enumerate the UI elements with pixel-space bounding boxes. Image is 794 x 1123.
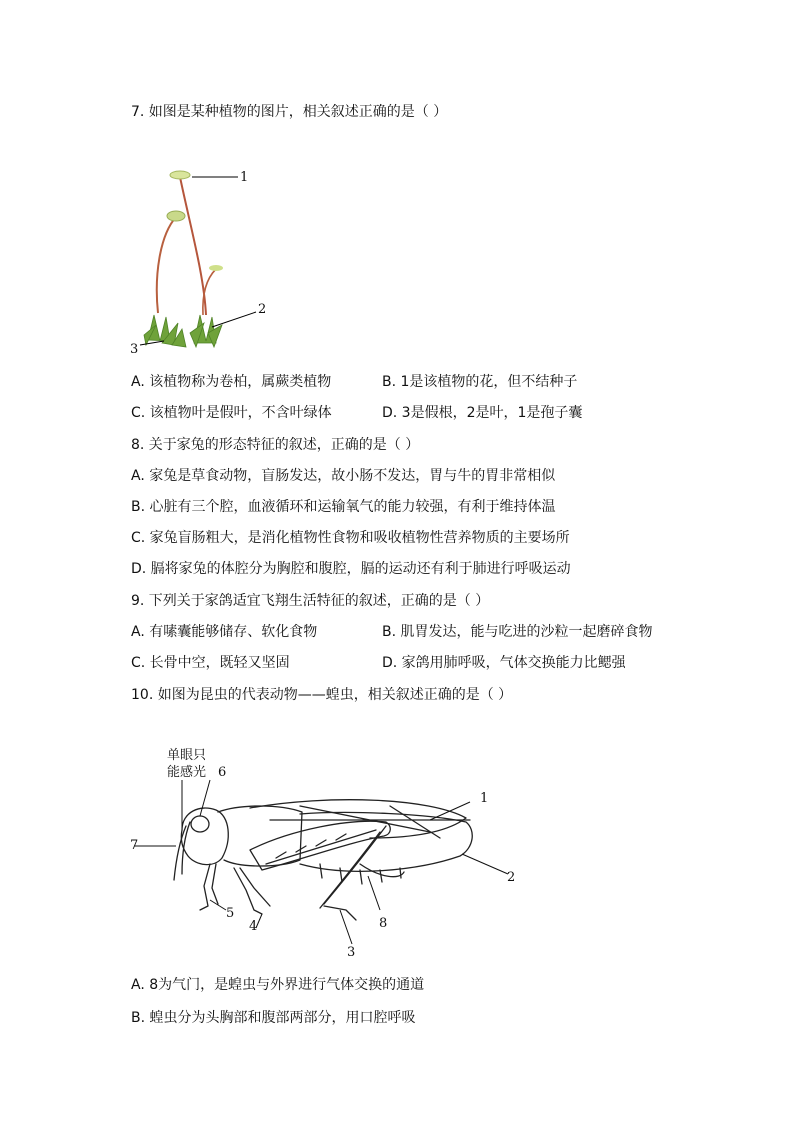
q8-option-a: A. 家兔是草食动物，盲肠发达，故小肠不发达，胃与牛的胃非常相似 xyxy=(131,468,556,484)
q7-option-c: C. 该植物叶是假叶，不含叶绿体 xyxy=(131,405,332,421)
moss-label-1: 1 xyxy=(240,170,249,185)
grasshopper-label-6: 6 xyxy=(218,765,227,780)
q10-option-b: B. 蝗虫分为头胸部和腹部两部分，用口腔呼吸 xyxy=(131,1010,416,1026)
q9-option-d: D. 家鸽用肺呼吸，气体交换能力比鳃强 xyxy=(382,655,626,671)
grasshopper-label-3: 3 xyxy=(347,945,356,960)
moss-figure xyxy=(126,165,266,355)
grasshopper-label-8: 8 xyxy=(379,916,388,931)
grasshopper-label-5: 5 xyxy=(226,906,235,921)
q7-option-d: D. 3是假根，2是叶，1是孢子囊 xyxy=(382,405,583,421)
grasshopper-note-line2: 能感光 xyxy=(167,765,207,780)
q9-option-c: C. 长骨中空，既轻又坚固 xyxy=(131,655,290,671)
grasshopper-label-7: 7 xyxy=(130,838,139,853)
q9-stem: 9. 下列关于家鸽适宜飞翔生活特征的叙述，正确的是（ ） xyxy=(131,593,490,609)
grasshopper-label-4: 4 xyxy=(249,919,258,934)
q8-stem: 8. 关于家兔的形态特征的叙述，正确的是（ ） xyxy=(131,437,420,453)
grasshopper-label-1: 1 xyxy=(480,791,489,806)
q10-stem: 10. 如图为昆虫的代表动物——蝗虫，相关叙述正确的是（ ） xyxy=(131,687,513,703)
q8-option-d: D. 膈将家兔的体腔分为胸腔和腹腔，膈的运动还有利于肺进行呼吸运动 xyxy=(131,561,571,577)
grasshopper-figure xyxy=(130,760,510,950)
moss-label-2: 2 xyxy=(258,302,267,317)
q10-option-a: A. 8为气门，是蝗虫与外界进行气体交换的通道 xyxy=(131,977,425,993)
q8-option-b: B. 心脏有三个腔，血液循环和运输氧气的能力较强，有利于维持体温 xyxy=(131,499,556,515)
q8-option-c: C. 家兔盲肠粗大，是消化植物性食物和吸收植物性营养物质的主要场所 xyxy=(131,530,570,546)
q7-stem: 7. 如图是某种植物的图片，相关叙述正确的是（ ） xyxy=(131,104,448,120)
grasshopper-note-line1: 单眼只 xyxy=(167,748,207,763)
moss-label-3: 3 xyxy=(130,342,139,357)
q9-option-a: A. 有嗉囊能够储存、软化食物 xyxy=(131,624,318,640)
q7-option-b: B. 1是该植物的花，但不结种子 xyxy=(382,374,578,390)
q9-option-b: B. 肌胃发达，能与吃进的沙粒一起磨碎食物 xyxy=(382,624,653,640)
grasshopper-label-2: 2 xyxy=(507,870,516,885)
q7-option-a: A. 该植物称为卷柏，属蕨类植物 xyxy=(131,374,332,390)
